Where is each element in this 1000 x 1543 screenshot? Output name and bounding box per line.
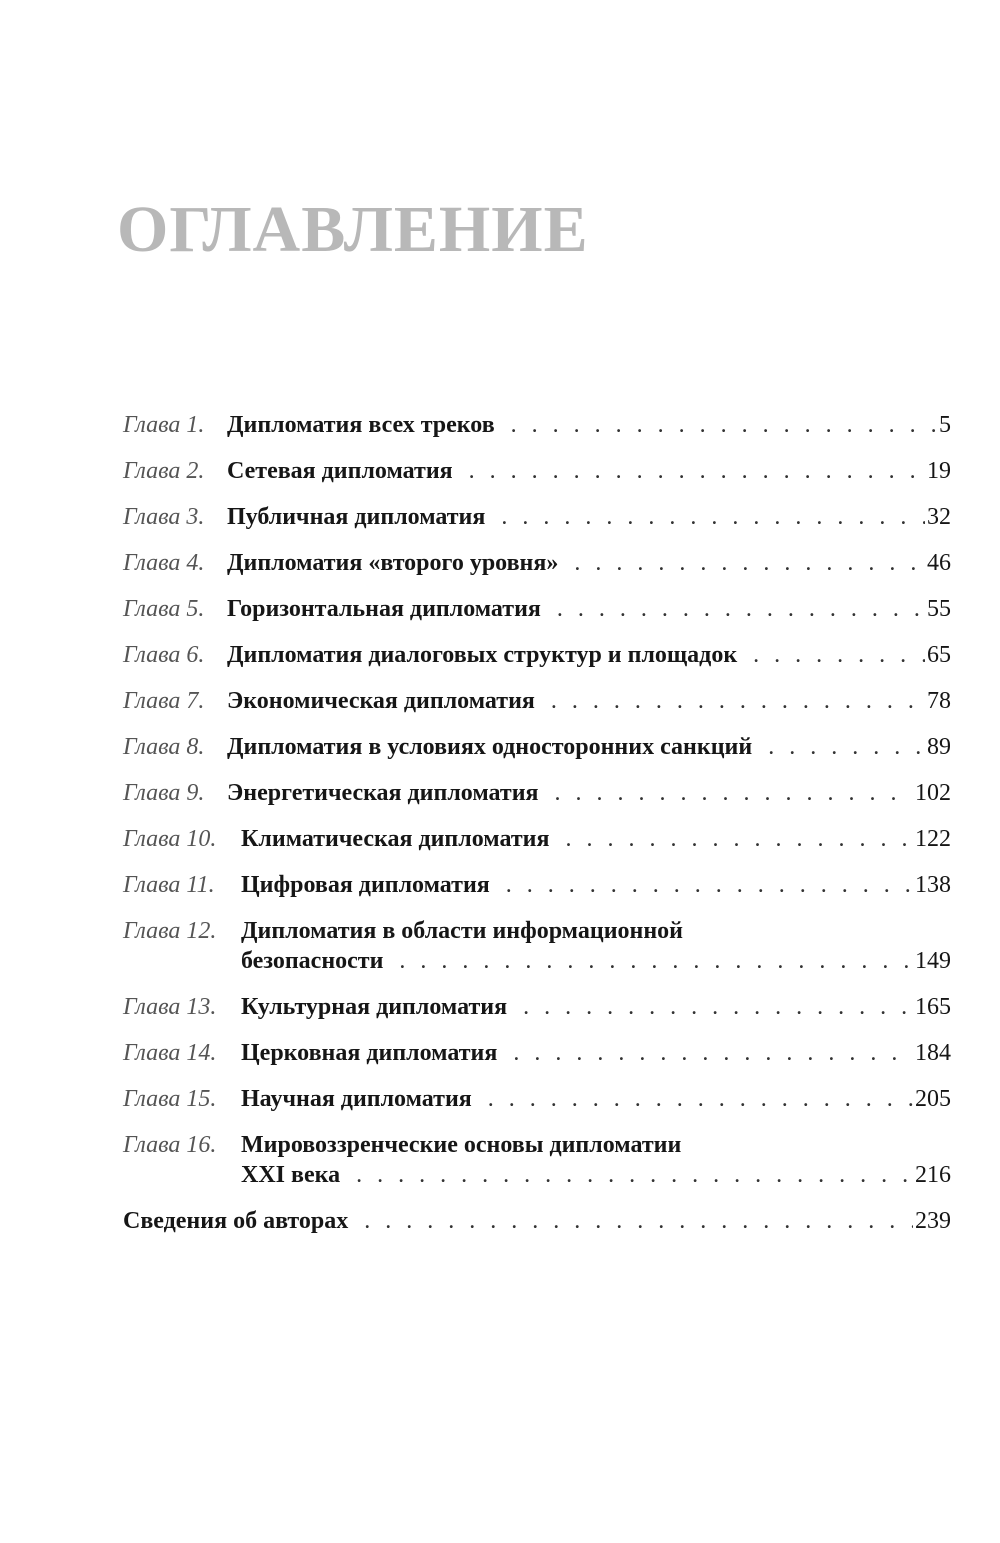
dot-leader	[469, 456, 925, 486]
page-number: 46	[927, 550, 951, 576]
page-number: 19	[927, 458, 951, 484]
chapter-label: Глава 8.	[123, 734, 205, 760]
chapter-title-continuation: XXI века	[241, 1162, 341, 1188]
page-number: 65	[927, 642, 951, 668]
chapter-title: Цифровая дипломатия	[241, 872, 490, 898]
chapter-label: Глава 12.	[123, 918, 217, 944]
page-number: 138	[915, 872, 951, 898]
toc-entry-chapter-15[interactable]	[123, 1084, 951, 1114]
chapter-label: Глава 3.	[123, 504, 205, 530]
chapter-label: Глава 14.	[123, 1040, 217, 1066]
dot-leader	[557, 594, 925, 624]
chapter-title: Энергетическая дипломатия	[227, 780, 539, 806]
page-title: ОГЛАВЛЕНИЕ	[117, 193, 589, 266]
dot-leader	[501, 502, 925, 532]
toc-entry-chapter-16[interactable]	[123, 1130, 951, 1190]
chapter-title-continuation: безопасности	[241, 948, 384, 974]
chapter-title: Дипломатия «второго уровня»	[227, 550, 559, 576]
toc-entry-chapter-5[interactable]	[123, 594, 951, 624]
dot-leader	[768, 732, 925, 762]
chapter-title: Культурная дипломатия	[241, 994, 508, 1020]
dot-leader	[574, 548, 925, 578]
toc-entry-chapter-10[interactable]	[123, 824, 951, 854]
chapter-title: Климатическая дипломатия	[241, 826, 550, 852]
dot-leader	[565, 824, 913, 854]
chapter-label: Глава 6.	[123, 642, 205, 668]
page-number: 122	[915, 826, 951, 852]
chapter-label: Глава 7.	[123, 688, 205, 714]
page-number: 165	[915, 994, 951, 1020]
dot-leader	[511, 410, 937, 440]
page-number: 149	[915, 948, 951, 974]
toc-entry-chapter-1[interactable]	[123, 410, 951, 440]
toc-entry-chapter-6[interactable]	[123, 640, 951, 670]
toc-entry-chapter-8[interactable]	[123, 732, 951, 762]
dot-leader	[753, 640, 925, 670]
dot-leader	[523, 992, 913, 1022]
chapter-title: Публичная дипломатия	[227, 504, 486, 530]
page-number: 216	[915, 1162, 951, 1188]
dot-leader	[364, 1206, 913, 1236]
chapter-title: Научная дипломатия	[241, 1086, 472, 1112]
chapter-title: Дипломатия в условиях односторонних санкций	[227, 734, 753, 760]
chapter-title: Дипломатия в области информационной	[241, 918, 684, 944]
chapter-label: Глава 11.	[123, 872, 215, 898]
chapter-title: Горизонтальная дипломатия	[227, 596, 541, 622]
dot-leader	[551, 686, 925, 716]
page-number: 239	[915, 1208, 951, 1234]
chapter-title: Сетевая дипломатия	[227, 458, 453, 484]
chapter-label: Глава 15.	[123, 1086, 217, 1112]
chapter-label: Глава 4.	[123, 550, 205, 576]
page-number: 184	[915, 1040, 951, 1066]
page-number: 32	[927, 504, 951, 530]
chapter-title: Дипломатия диалоговых структур и площадок	[227, 642, 738, 668]
page-number: 5	[939, 412, 951, 438]
chapter-title: Мировоззренческие основы дипломатии	[241, 1132, 682, 1158]
dot-leader	[399, 946, 913, 976]
chapter-title: Церковная дипломатия	[241, 1040, 498, 1066]
chapter-title: Экономическая дипломатия	[227, 688, 535, 714]
dot-leader	[506, 870, 913, 900]
chapter-label: Глава 2.	[123, 458, 205, 484]
chapter-label: Глава 10.	[123, 826, 217, 852]
chapter-label: Глава 5.	[123, 596, 205, 622]
toc-entry-chapter-2[interactable]	[123, 456, 951, 486]
chapter-label: Глава 13.	[123, 994, 217, 1020]
chapter-title: Дипломатия всех треков	[227, 412, 495, 438]
toc-entry-chapter-13[interactable]	[123, 992, 951, 1022]
toc-entry-chapter-11[interactable]	[123, 870, 951, 900]
page-number: 102	[915, 780, 951, 806]
chapter-label: Глава 9.	[123, 780, 205, 806]
toc-entry-chapter-4[interactable]	[123, 548, 951, 578]
page-number: 205	[915, 1086, 951, 1112]
chapter-label: Глава 1.	[123, 412, 205, 438]
toc-entry-chapter-9[interactable]	[123, 778, 951, 808]
dot-leader	[555, 778, 913, 808]
dot-leader	[356, 1160, 913, 1190]
page-number: 78	[927, 688, 951, 714]
authors-title: Сведения об авторах	[123, 1208, 349, 1234]
toc-entry-authors[interactable]	[123, 1206, 951, 1236]
chapter-label: Глава 16.	[123, 1132, 217, 1158]
toc-entry-chapter-3[interactable]	[123, 502, 951, 532]
toc-entry-chapter-14[interactable]	[123, 1038, 951, 1068]
toc-entry-chapter-12[interactable]	[123, 916, 951, 976]
toc-entry-chapter-7[interactable]	[123, 686, 951, 716]
dot-leader	[488, 1084, 913, 1114]
page-number: 55	[927, 596, 951, 622]
page-number: 89	[927, 734, 951, 760]
dot-leader	[513, 1038, 913, 1068]
